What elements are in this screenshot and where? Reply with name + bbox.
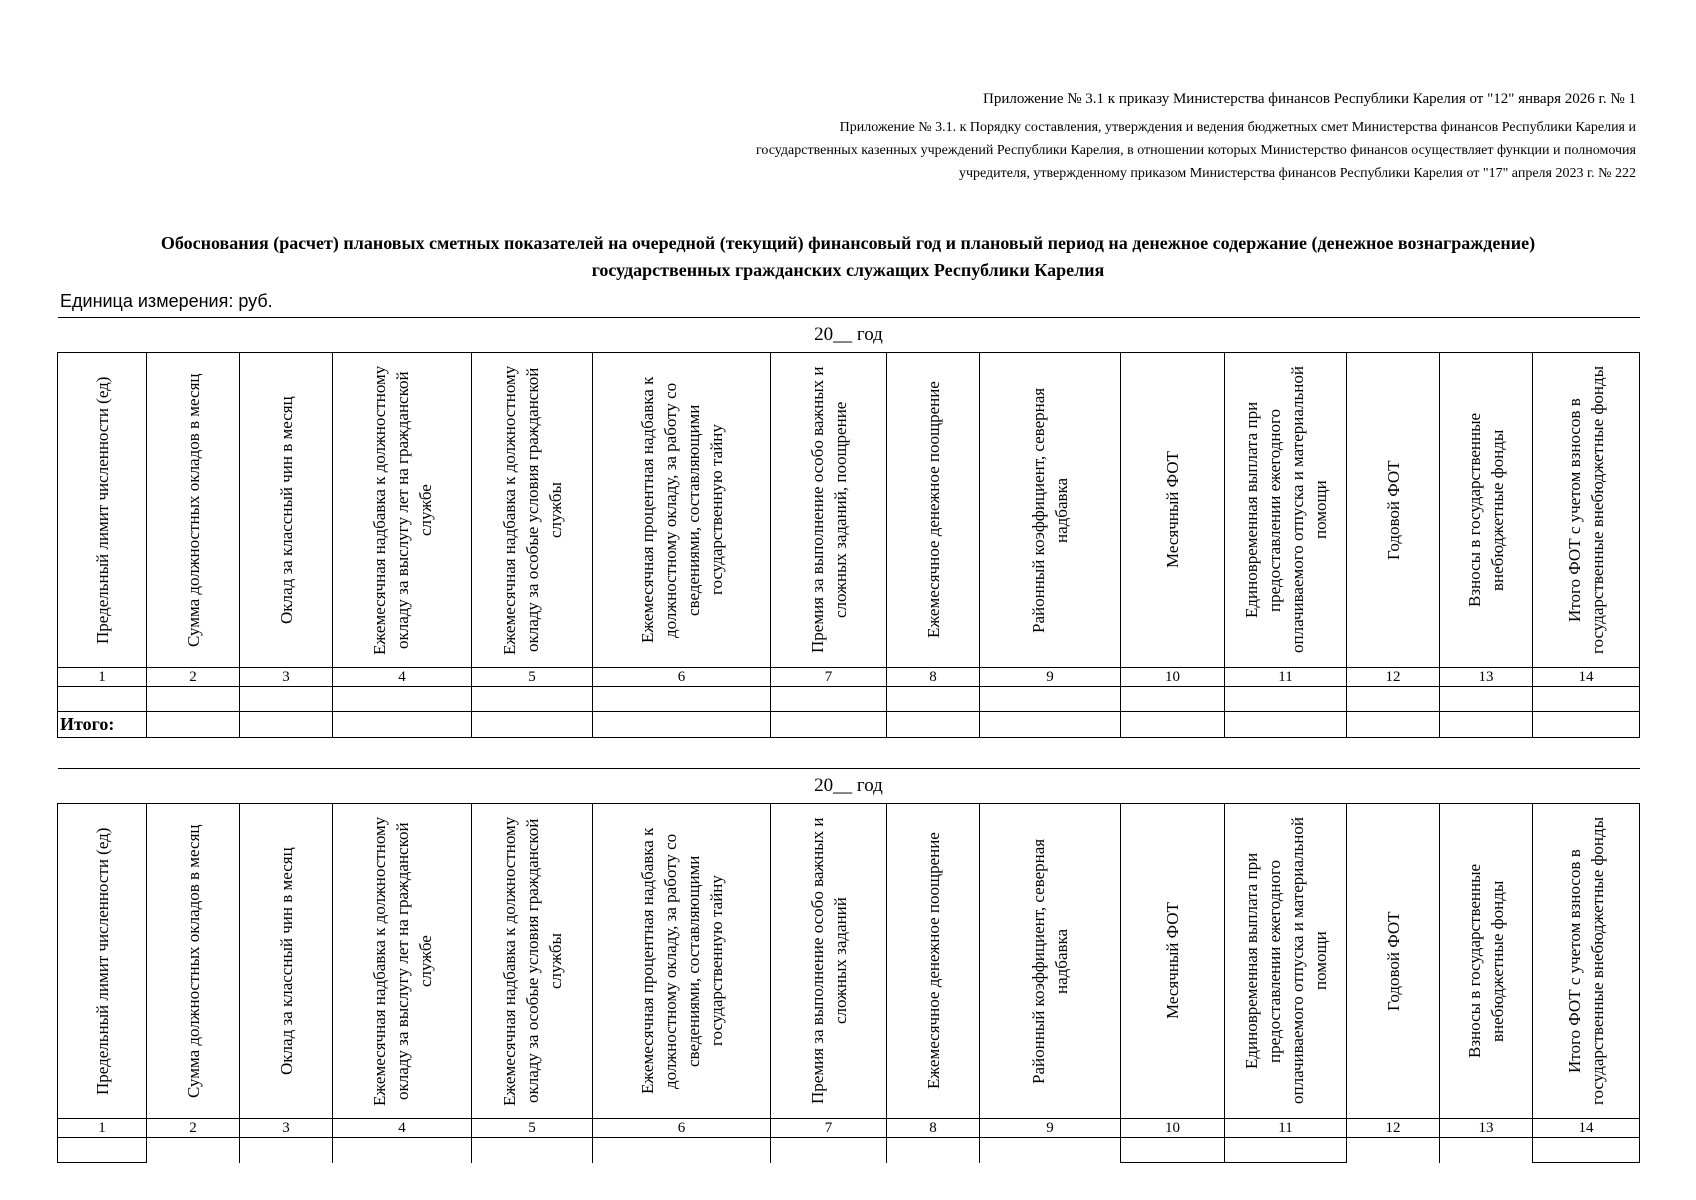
data-cell: [980, 1138, 1121, 1163]
data-cell: [1347, 687, 1440, 712]
column-header-label: Предельный лимит численности (ед): [92, 827, 112, 1095]
total-cell: [472, 712, 593, 738]
column-header-label: Ежемесячная процентная надбавка к должностному окладу, за работу со сведениями, составляющими государственную тайну: [637, 827, 726, 1095]
year-cell: 20__ год: [58, 769, 1640, 804]
column-header-label: Ежемесячное денежное поощрение: [923, 381, 943, 639]
column-number: 1: [58, 1119, 147, 1138]
column-header: [240, 353, 333, 668]
column-number: 14: [1533, 668, 1640, 687]
column-number-row: [58, 668, 1640, 687]
column-header-label: Ежемесячная надбавка к должностному окладу за особые условия гражданской службы: [499, 816, 565, 1106]
data-cell: [771, 1138, 887, 1163]
column-header: [1533, 804, 1640, 1119]
column-header-label: Ежемесячная надбавка к должностному окладу за особые условия гражданской службы: [499, 365, 565, 655]
data-cell: [58, 687, 147, 712]
data-cell: [147, 1138, 240, 1163]
total-cell: [1347, 712, 1440, 738]
data-row: [58, 687, 1640, 712]
column-number: 5: [472, 1119, 593, 1138]
column-header: [887, 353, 980, 668]
total-cell: [1121, 712, 1225, 738]
column-header-label: Оклад за классный чин в месяц: [276, 847, 296, 1075]
column-header-label: Оклад за классный чин в месяц: [276, 396, 296, 624]
column-header: [147, 353, 240, 668]
column-header-label: Единовременная выплата при предоставлении ежегодного оплачиваемого отпуска и материальной помощи: [1241, 366, 1330, 654]
column-number: 9: [980, 1119, 1121, 1138]
column-header-label: Единовременная выплата при предоставлении ежегодного оплачиваемого отпуска и материальной помощи: [1241, 817, 1330, 1105]
total-cell: [240, 712, 333, 738]
appendix-procedure-line: Приложение № 3.1. к Порядку составления, утверждения и ведения бюджетных смет Министерства финансов Республики Карелия и государственных казенных учреждений Республики Карелия, в отношении которых Министерство финансов осуществляет функции и полномочия учредителя, утвержденному приказом Министерства финансов Республики Карелия от "17" апреля 2023 г. № 222: [756, 120, 1636, 181]
column-header-label: Премия за выполнение особо важных и сложных заданий: [807, 817, 850, 1105]
column-number: 5: [472, 668, 593, 687]
column-header: [1440, 804, 1533, 1119]
column-header: [333, 804, 472, 1119]
column-header-label: Месячный ФОТ: [1163, 451, 1182, 569]
column-header: [58, 353, 147, 668]
column-header-label: Сумма должностных окладов в месяц: [183, 373, 203, 647]
document-title: Обоснования (расчет) плановых сметных показателей на очередной (текущий) финансовый год и плановый период на денежное содержание (денежное вознаграждение) государственных гражданских служащих Республики Карелия: [160, 233, 1536, 280]
total-row: [58, 712, 1640, 738]
total-cell: [887, 712, 980, 738]
column-number: 11: [1225, 668, 1347, 687]
data-row: [58, 1138, 1640, 1163]
column-number: 6: [593, 668, 771, 687]
column-header: [1225, 353, 1347, 668]
column-header-label: Итого ФОТ с учетом взносов в государственные внебюджетные фонды: [1565, 365, 1607, 655]
column-number: 3: [240, 1119, 333, 1138]
column-header: [147, 804, 240, 1119]
column-header-label: Взносы в государственные внебюджетные фонды: [1465, 863, 1507, 1059]
column-number: 2: [147, 1119, 240, 1138]
column-header: [980, 353, 1121, 668]
unit-of-measure: Единица измерения: руб.: [60, 291, 273, 311]
column-header: [58, 804, 147, 1119]
column-number: 13: [1440, 668, 1533, 687]
data-cell: [1121, 1138, 1225, 1163]
data-cell: [1440, 1138, 1533, 1163]
column-header-label: Ежемесячная надбавка к должностному окладу за выслугу лет на гражданской службе: [369, 816, 435, 1106]
total-cell: [980, 712, 1121, 738]
data-cell: [240, 687, 333, 712]
data-cell: [593, 687, 771, 712]
column-number: 13: [1440, 1119, 1533, 1138]
column-header-label: Ежемесячное денежное поощрение: [923, 832, 943, 1090]
calc-table-2: [57, 768, 1640, 1163]
column-number: 4: [333, 668, 472, 687]
column-header-label: Месячный ФОТ: [1163, 902, 1182, 1020]
data-cell: [1121, 687, 1225, 712]
column-header: [472, 804, 593, 1119]
column-header-label: Ежемесячная процентная надбавка к должностному окладу, за работу со сведениями, составляющими государственную тайну: [637, 376, 726, 644]
column-header: [472, 353, 593, 668]
data-cell: [58, 1138, 147, 1163]
column-header: [240, 804, 333, 1119]
total-cell: [1225, 712, 1347, 738]
column-number: 1: [58, 668, 147, 687]
data-cell: [771, 687, 887, 712]
column-number: 10: [1121, 668, 1225, 687]
column-header: [1347, 804, 1440, 1119]
column-header: [593, 353, 771, 668]
column-header: [1440, 353, 1533, 668]
data-cell: [333, 687, 472, 712]
column-header-label: Годовой ФОТ: [1383, 460, 1403, 560]
column-header: [593, 804, 771, 1119]
data-cell: [472, 687, 593, 712]
column-number: 10: [1121, 1119, 1225, 1138]
column-header-label: Годовой ФОТ: [1383, 911, 1403, 1011]
column-header: [1533, 353, 1640, 668]
data-cell: [980, 687, 1121, 712]
data-cell: [1533, 1138, 1640, 1163]
column-number: 9: [980, 668, 1121, 687]
column-header: [1347, 353, 1440, 668]
data-cell: [472, 1138, 593, 1163]
column-header-label: Сумма должностных окладов в месяц: [183, 824, 203, 1098]
calc-table-1: [57, 317, 1640, 738]
total-cell: [147, 712, 240, 738]
column-number: 12: [1347, 668, 1440, 687]
column-number: 8: [887, 1119, 980, 1138]
data-cell: [887, 1138, 980, 1163]
data-cell: [1225, 687, 1347, 712]
header-row: [58, 353, 1640, 668]
data-cell: [1225, 1138, 1347, 1163]
column-number: 6: [593, 1119, 771, 1138]
data-cell: [1347, 1138, 1440, 1163]
column-header: [333, 353, 472, 668]
column-header-label: Премия за выполнение особо важных и сложных заданий, поощрение: [807, 366, 850, 654]
column-header: [1121, 353, 1225, 668]
year-cell: 20__ год: [58, 318, 1640, 353]
appendix-order-line: Приложение № 3.1 к приказу Министерства финансов Республики Карелия от "12" января 2026 г. № 1: [982, 91, 1636, 107]
column-header-label: Районный коэффициент, северная надбавка: [1029, 387, 1071, 633]
column-number-row: [58, 1119, 1640, 1138]
total-cell: [333, 712, 472, 738]
column-header-label: Ежемесячная надбавка к должностному окладу за выслугу лет на гражданской службе: [369, 365, 435, 655]
column-number: 3: [240, 668, 333, 687]
data-cell: [1440, 687, 1533, 712]
data-cell: [240, 1138, 333, 1163]
data-cell: [887, 687, 980, 712]
column-header-label: Итого ФОТ с учетом взносов в государственные внебюджетные фонды: [1565, 816, 1607, 1106]
total-label: Итого:: [58, 712, 147, 738]
column-number: 7: [771, 1119, 887, 1138]
column-number: 8: [887, 668, 980, 687]
data-cell: [593, 1138, 771, 1163]
column-number: 11: [1225, 1119, 1347, 1138]
data-cell: [333, 1138, 472, 1163]
column-header: [887, 804, 980, 1119]
total-cell: [593, 712, 771, 738]
column-header-label: Районный коэффициент, северная надбавка: [1029, 838, 1071, 1084]
total-cell: [771, 712, 887, 738]
data-cell: [147, 687, 240, 712]
column-header: [771, 804, 887, 1119]
total-cell: [1440, 712, 1533, 738]
column-header: [980, 804, 1121, 1119]
column-number: 2: [147, 668, 240, 687]
column-header-label: Предельный лимит численности (ед): [92, 376, 112, 644]
header-row: [58, 804, 1640, 1119]
column-header: [1225, 804, 1347, 1119]
column-number: 7: [771, 668, 887, 687]
column-header-label: Взносы в государственные внебюджетные фонды: [1465, 412, 1507, 608]
column-number: 14: [1533, 1119, 1640, 1138]
column-number: 4: [333, 1119, 472, 1138]
column-header: [771, 353, 887, 668]
column-header: [1121, 804, 1225, 1119]
data-cell: [1533, 687, 1640, 712]
column-number: 12: [1347, 1119, 1440, 1138]
total-cell: [1533, 712, 1640, 738]
